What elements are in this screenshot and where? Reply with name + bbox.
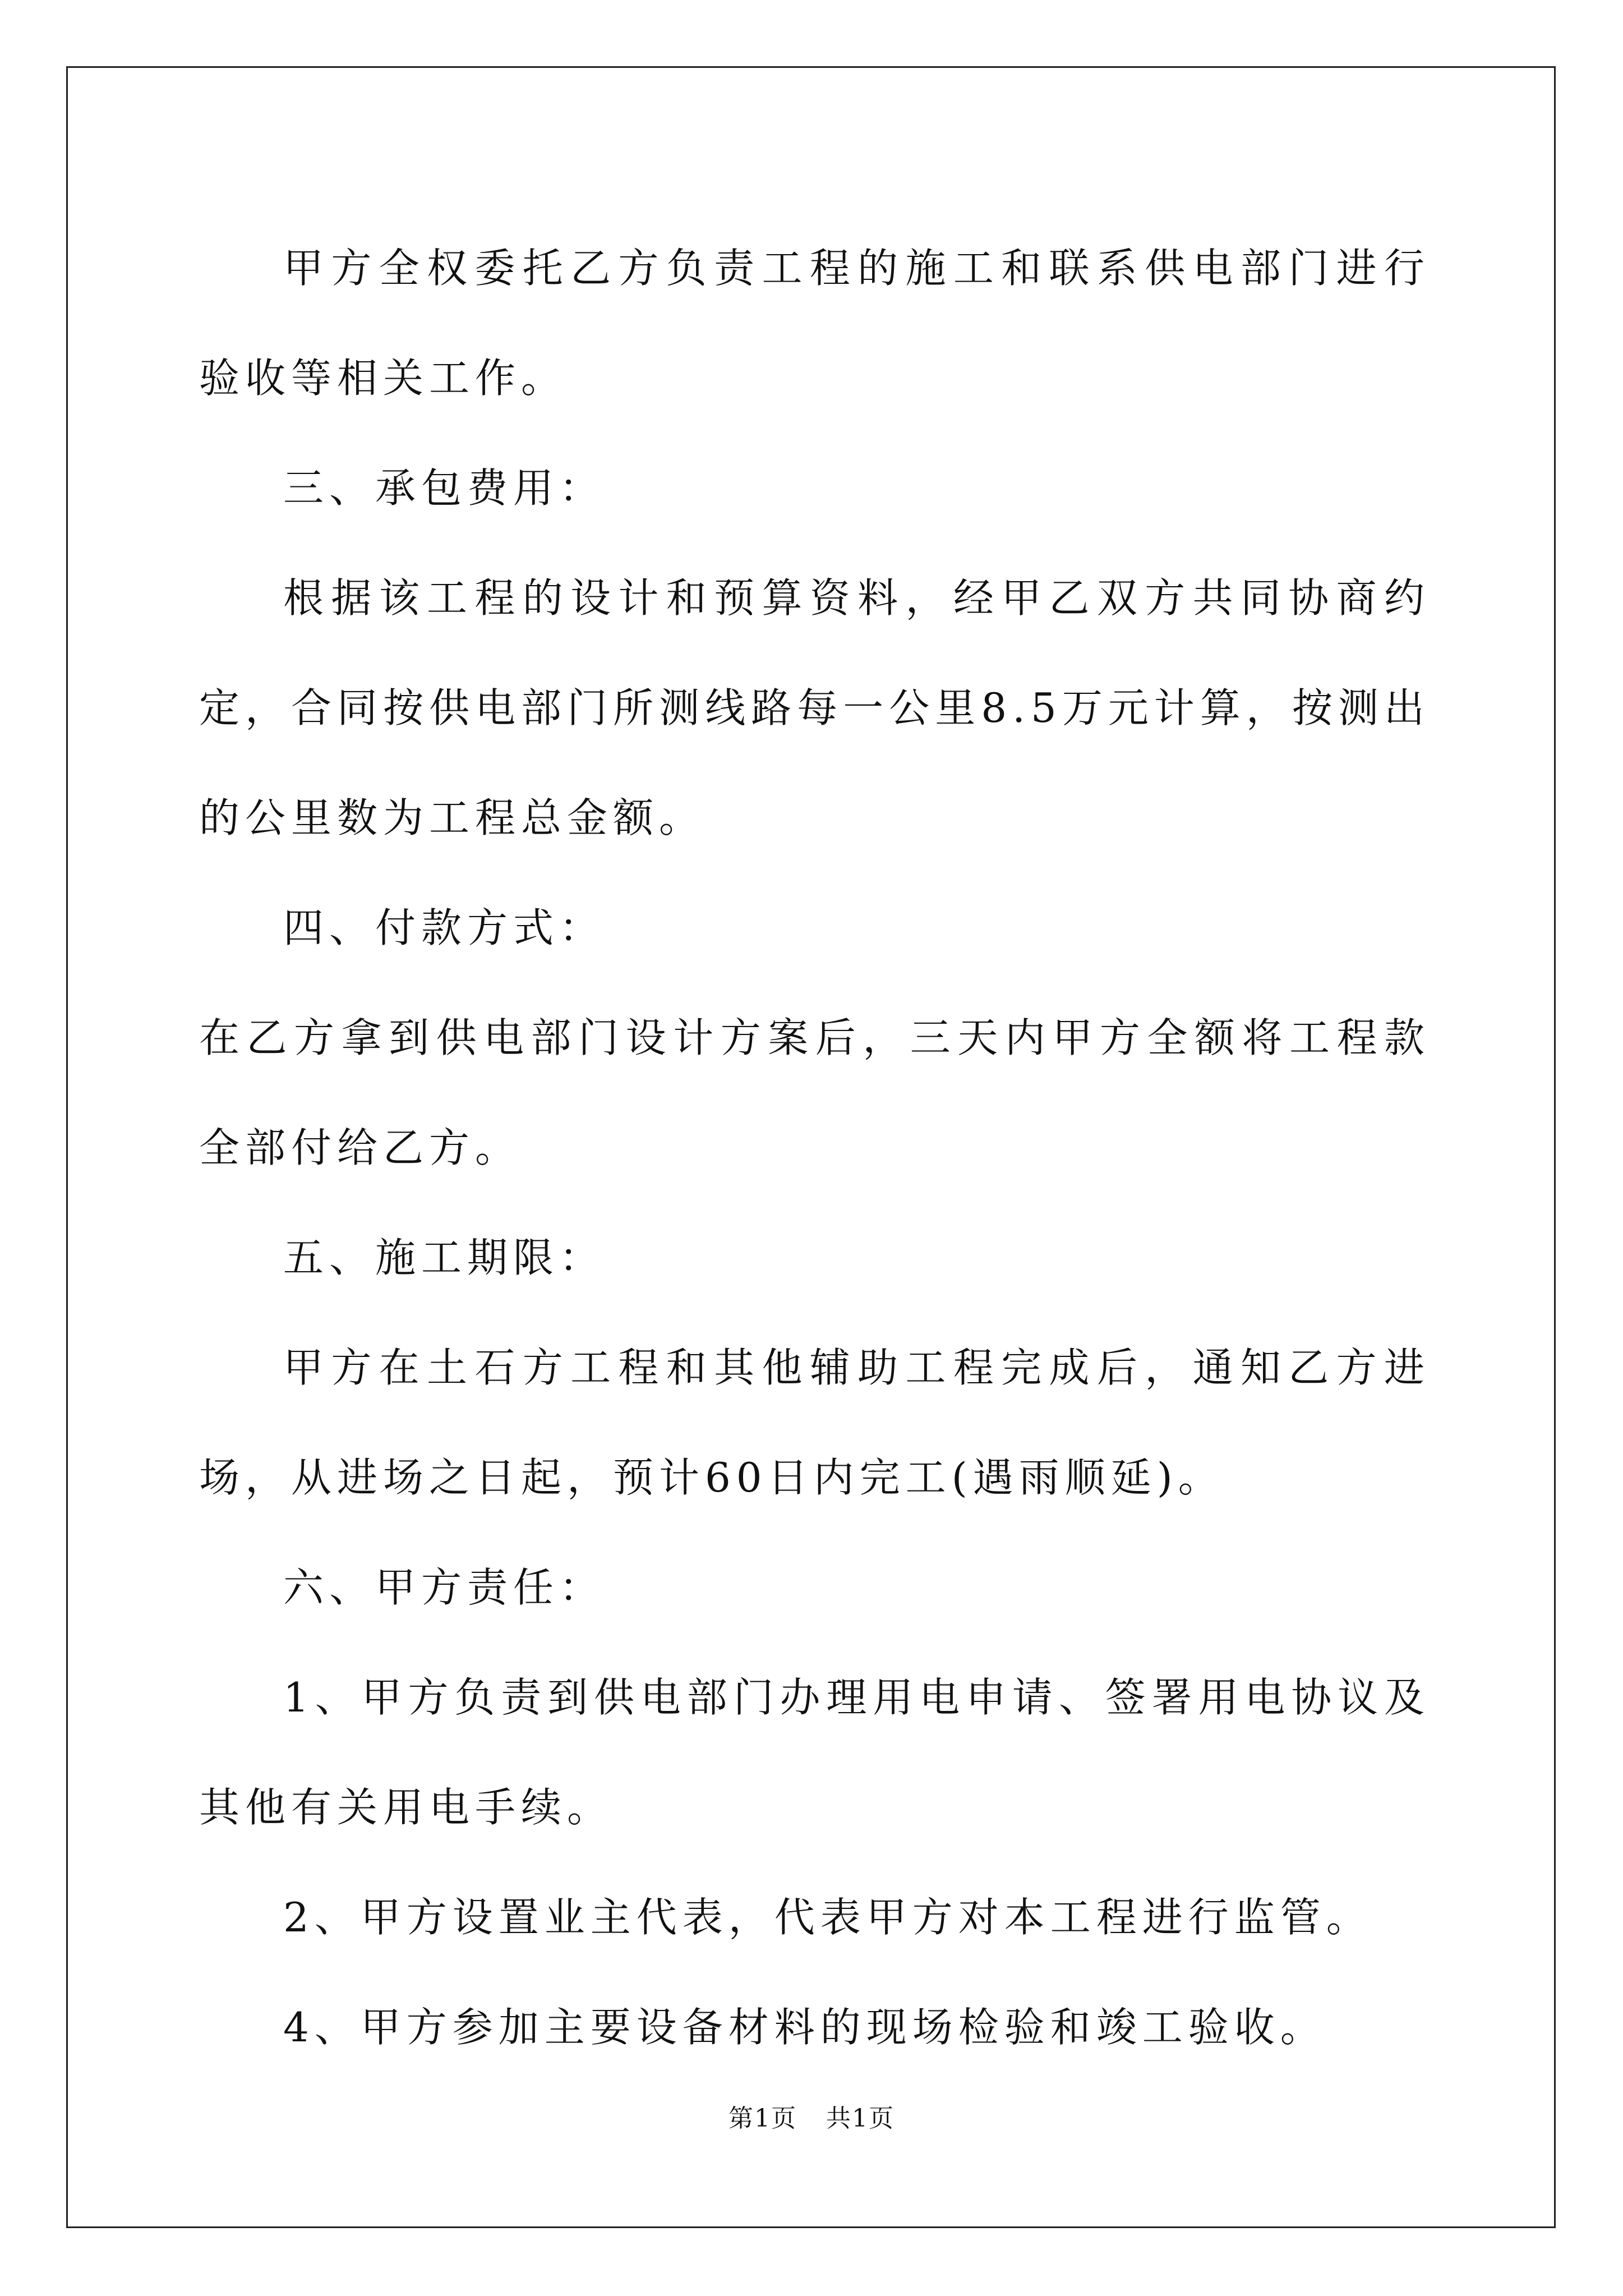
paragraph-duty-2: 2、甲方设置业主代表，代表甲方对本工程进行监管。 — [283, 1894, 1372, 1941]
paragraph-fee-terms: 根据该工程的设计和预算资料，经甲乙双方共同协商约定，合同按供电部门所测线路每一公里8.5万元计算，按测出的公里数为工程总金额。 — [199, 574, 1430, 841]
paragraph-construction-period: 甲方在土石方工程和其他辅助工程完成后，通知乙方进场，从进场之日起，预计60日内完工(遇雨顺延)。 — [199, 1344, 1430, 1501]
heading-party-a-duties: 六、甲方责任： — [283, 1564, 606, 1611]
page-footer — [0, 2098, 1623, 2134]
document-body — [199, 213, 1430, 2082]
heading-construction-period: 五、施工期限： — [283, 1234, 606, 1281]
page-number-current: 第1页 — [728, 2104, 797, 2133]
paragraph-payment-terms: 在乙方拿到供电部门设计方案后，三天内甲方全额将工程款全部付给乙方。 — [199, 1014, 1430, 1171]
page-number-total: 共1页 — [826, 2104, 895, 2133]
heading-contract-fee: 三、承包费用： — [283, 464, 606, 512]
heading-payment-method: 四、付款方式： — [283, 904, 606, 951]
paragraph-duty-4: 4、甲方参加主要设备材料的现场检验和竣工验收。 — [283, 2004, 1326, 2051]
paragraph-delegation: 甲方全权委托乙方负责工程的施工和联系供电部门进行验收等相关工作。 — [199, 245, 1430, 402]
paragraph-duty-1: 1、甲方负责到供电部门办理用电申请、签署用电协议及其他有关用电手续。 — [199, 1674, 1430, 1831]
